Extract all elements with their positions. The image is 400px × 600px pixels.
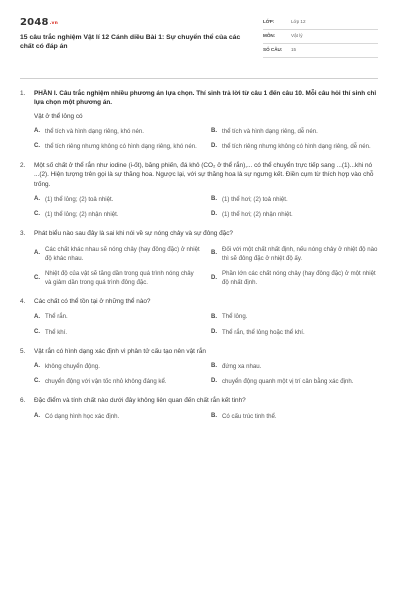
answer-option-d[interactable] [211, 377, 378, 386]
option-text: chuyển động quanh một vị trí cân bằng xác định. [222, 378, 354, 386]
meta-key: LỚP: [263, 19, 275, 25]
option-letter: B. [211, 313, 217, 320]
answer-option-d[interactable] [211, 210, 378, 219]
option-letter: B. [211, 363, 217, 370]
question-text: Vật rắn có hình dạng xác định vì phân tử cấu tạo nên vật rắn [34, 347, 206, 355]
answer-option-b[interactable] [211, 195, 378, 204]
option-letter: D. [211, 328, 217, 335]
option-text: Phần lớn các chất nóng chảy (hay đông đặc) ở một nhiệt độ nhất định. [222, 269, 376, 286]
answer-option-c[interactable] [34, 377, 201, 386]
question-number: 2. [20, 162, 26, 170]
option-text: thể tích riêng nhưng không có hình dạng riêng, dễ nén. [222, 142, 371, 150]
answer-options [34, 362, 378, 386]
option-letter: B. [211, 196, 217, 203]
option-letter: A. [34, 363, 40, 370]
site-logo[interactable] [20, 16, 252, 31]
option-letter: A. [34, 412, 40, 419]
question-2 [20, 161, 378, 219]
option-text: Có dạng hình học xác định. [45, 412, 120, 420]
option-letter: B. [211, 128, 217, 135]
answer-option-a[interactable] [34, 127, 201, 136]
option-text: thể tích và hình dạng riêng, khó nén. [45, 127, 144, 135]
meta-value: Vật lý [291, 33, 303, 39]
question-number: 6. [20, 397, 26, 405]
question-5 [20, 347, 378, 387]
question-number: 5. [20, 347, 26, 355]
question-number: 3. [20, 230, 26, 238]
answer-option-d[interactable] [211, 142, 378, 151]
option-letter: D. [211, 378, 217, 385]
option-letter: B. [211, 412, 217, 419]
logo-main: 2048 [20, 17, 49, 28]
answer-option-c[interactable] [34, 269, 201, 287]
option-text: Thể lỏng. [222, 313, 248, 321]
option-text: không chuyển động. [45, 362, 100, 370]
question-body [34, 229, 378, 287]
answer-option-b[interactable] [211, 312, 378, 321]
question-6 [20, 396, 378, 420]
answer-option-b[interactable] [211, 245, 378, 263]
meta-key: MÔN: [263, 33, 276, 39]
answer-options [34, 312, 378, 336]
question-body [34, 396, 378, 420]
option-text: chuyển động với vận tốc nhỏ không đáng kể. [45, 378, 167, 386]
meta-table [263, 16, 378, 58]
option-text: Thể rắn, thể lỏng hoặc thể khí. [222, 328, 305, 336]
answer-options [34, 195, 378, 219]
option-letter: C. [34, 211, 40, 218]
question-3 [20, 229, 378, 287]
document-header [20, 14, 378, 68]
question-text: PHẦN I. Câu trắc nghiệm nhiều phương án lựa chọn. Thí sinh trả lời từ câu 1 đến câu 10. Mỗi câu hỏi thí sinh chỉ lựa chọn một phương án. [34, 90, 377, 107]
answer-option-a[interactable] [34, 312, 201, 321]
option-letter: B. [211, 250, 217, 257]
question-text: Đặc điểm và tính chất nào dưới đây không liên quan đến chất rắn kết tinh? [34, 397, 246, 405]
option-text: (1) thể hơi; (2) nhận nhiệt. [222, 211, 293, 219]
answer-option-a[interactable] [34, 195, 201, 204]
option-text: (1) thể lỏng; (2) nhận nhiệt. [45, 211, 119, 219]
meta-row-class [263, 16, 378, 30]
question-prompt: Vật ở thể lỏng có [34, 112, 83, 120]
option-text: thể tích và hình dạng riêng, dễ nén. [222, 127, 318, 135]
option-letter: D. [211, 274, 217, 281]
question-text: Các chất có thể tồn tại ở những thể nào? [34, 298, 151, 306]
option-letter: C. [34, 328, 40, 335]
option-letter: C. [34, 378, 40, 385]
option-letter: A. [34, 196, 40, 203]
option-letter: D. [211, 211, 217, 218]
logo-suffix: .vn [49, 21, 59, 26]
option-letter: C. [34, 274, 40, 281]
option-text: Nhiệt độ của vật sẽ tăng dần trong quá trình nóng chảy và giảm dần trong quá trình đông đặc. [45, 269, 194, 286]
option-letter: A. [34, 250, 40, 257]
option-letter: A. [34, 313, 40, 320]
question-text: Một số chất ở thể rắn như iodine (i-ốt), băng phiến, đá khô (CO₂ ở thể rắn),... có thể chuyển trực tiếp sang ...(1)...khi nó ...(2). Hiện tượng trên gọi là sự thăng hoa. Ngược lại, với sự thăng hoa là sự ngưng kết. Điền cụm từ thích hợp vào chỗ trống. [34, 162, 374, 188]
option-text: Có cấu trúc tinh thể. [222, 412, 277, 420]
question-4 [20, 297, 378, 337]
option-letter: A. [34, 128, 40, 135]
meta-value: Lớp 12 [291, 19, 306, 25]
meta-row-subject [263, 30, 378, 44]
question-number: 1. [20, 90, 26, 97]
header-left [20, 14, 252, 51]
answer-option-a[interactable] [34, 362, 201, 371]
option-text: Các chất khác nhau sẽ nóng chảy (hay đông đặc) ở nhiệt độ khác nhau. [45, 245, 200, 262]
option-text: Đối với một chất nhất định, nếu nóng chảy ở nhiệt độ nào thì sẽ đông đặc ở nhiệt độ ấy. [222, 245, 378, 262]
answer-option-c[interactable] [34, 210, 201, 219]
meta-row-count [263, 44, 378, 58]
option-text: thể tích riêng nhưng không có hình dạng riêng, khó nén. [45, 142, 197, 150]
answer-options [34, 412, 378, 421]
question-body [34, 347, 378, 387]
document-title: 15 câu trắc nghiệm Vật lí 12 Cánh diều Bài 1: Sự chuyển thể của các chất có đáp án [20, 33, 241, 50]
option-text: (1) thể lỏng; (2) toả nhiệt. [45, 195, 114, 203]
option-text: (1) thể hơi; (2) toả nhiệt. [222, 195, 288, 203]
question-number: 4. [20, 298, 26, 306]
header-divider [20, 78, 378, 79]
answer-option-c[interactable] [34, 142, 201, 151]
question-body [34, 297, 378, 337]
answer-option-c[interactable] [34, 328, 201, 337]
answer-option-d[interactable] [211, 328, 378, 337]
option-letter: C. [34, 143, 40, 150]
answer-options [34, 127, 378, 151]
question-text: Phát biểu nào sau đây là sai khi nói về sự nóng chảy và sự đông đặc? [34, 230, 233, 238]
question-1 [20, 89, 378, 151]
question-body [34, 89, 378, 151]
answer-option-b[interactable] [211, 127, 378, 136]
answer-option-a[interactable] [34, 245, 201, 263]
option-text: Thể khí. [45, 328, 68, 336]
meta-key: SỐ CÂU: [263, 47, 283, 53]
answer-option-a[interactable] [34, 412, 201, 421]
answer-option-d[interactable] [211, 269, 378, 287]
answer-option-b[interactable] [211, 412, 378, 421]
option-letter: D. [211, 143, 217, 150]
question-body [34, 161, 378, 219]
meta-value: 15 [291, 47, 297, 53]
option-text: đứng xa nhau. [222, 362, 262, 370]
option-text: Thể rắn. [45, 313, 68, 321]
answer-option-b[interactable] [211, 362, 378, 371]
answer-options [34, 245, 378, 288]
